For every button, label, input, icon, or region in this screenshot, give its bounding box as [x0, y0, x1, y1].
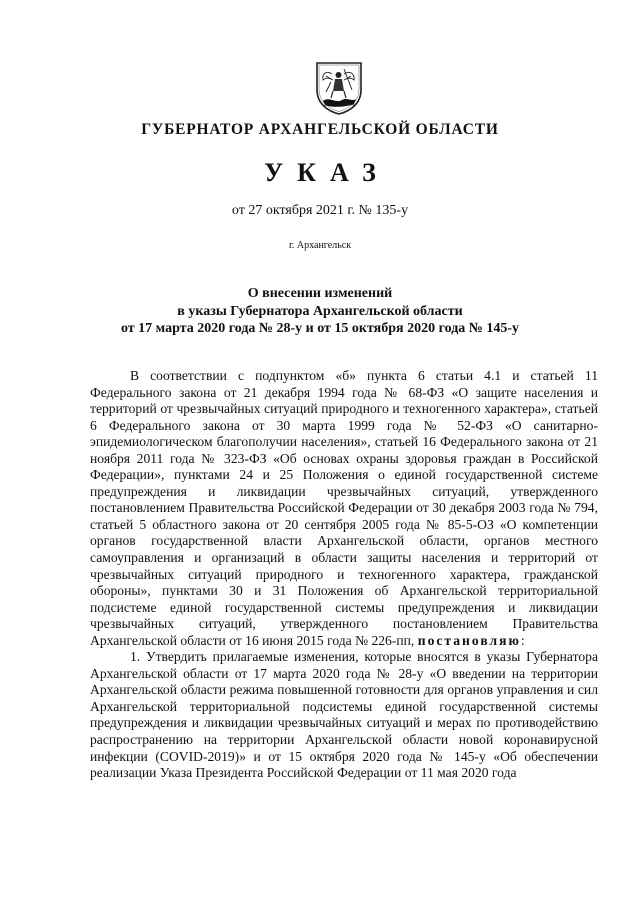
document-type: УКАЗ: [264, 158, 390, 187]
decree-resolution-word: постановляю: [417, 632, 521, 648]
city: г. Архангельск: [288, 240, 352, 251]
title-line-1: О внесении изменений: [247, 286, 393, 301]
preamble-text: В соответствии с подпунктом «б» пункта 6 статьи 4.1 и статьей 11 Федерального закона от 21 декабря 1994 года № 68-ФЗ «О защите населения и территорий от чрезвычайных ситуаций природного и техногенного характера», статьей 6 Федерального закона от 30 марта 1999 года № 52-ФЗ «О санитарно-эпидемиологическом благополучии населения», статьей 16 Федерального закона от 21 ноября 2011 года № 323-ФЗ «Об основах охраны здоровья граждан в Российской Федерации», пунктами 24 и 25 Положения о единой государственной системе предупреждения и ликвидации чрезвычайных ситуаций, утвержденного постановлением Правительства Российской Федерации от 30 декабря 2003 года № 794, статьей 5 областного закона от 20 сентября 2005 года № 85-5-ОЗ «О компетенции органов государственной власти Архангельской области, органов местного самоуправления и организаций в области защиты населения и территорий от чрезвычайных ситуаций природного и техногенного характера, гражданской обороны», пунктами 30 и 31 Положения об Архангельской территориальной подсистеме единой государственной системы предупреждения и ликвидации чрезвычайных ситуаций, утвержденного постановлением Правительства Архангельской области от 16 июня 2015 года № 226-пп,: [90, 368, 598, 648]
decree-title: [0, 285, 640, 338]
title-line-2: в указы Губернатора Архангельской области: [177, 303, 463, 319]
title-line-3: от 17 марта 2020 года № 28-у и от 15 октября 2020 года № 145-у: [120, 321, 520, 336]
decree-body: [90, 368, 598, 782]
date-and-number: от 27 октября 2021 г. № 135-у: [231, 203, 409, 218]
arkhangelsk-coat-of-arms-icon: [314, 60, 364, 116]
resolution-colon: :: [520, 632, 525, 648]
item-1-paragraph: 1. Утвердить прилагаемые изменения, которые вносятся в указы Губернатора Архангельской области от 17 марта 2020 года № 28-у «О введении на территории Архангельской области режима повышенной готовности для органов управления и сил Архангельской территориальной подсистемы единой государственной системы предупреждения и ликвидации чрезвычайных ситуаций и мерах по противодействию распространению на территории Архангельской области новой коронавирусной инфекции (COVID-2019)» и от 15 октября 2020 года № 145-у «Об обеспечении реализации Указа Президента Российской Федерации от 11 мая 2020 года: [90, 649, 598, 781]
preamble-paragraph: [90, 368, 598, 649]
issuing-authority: ГУБЕРНАТОР АРХАНГЕЛЬСКОЙ ОБЛАСТИ: [141, 121, 499, 138]
